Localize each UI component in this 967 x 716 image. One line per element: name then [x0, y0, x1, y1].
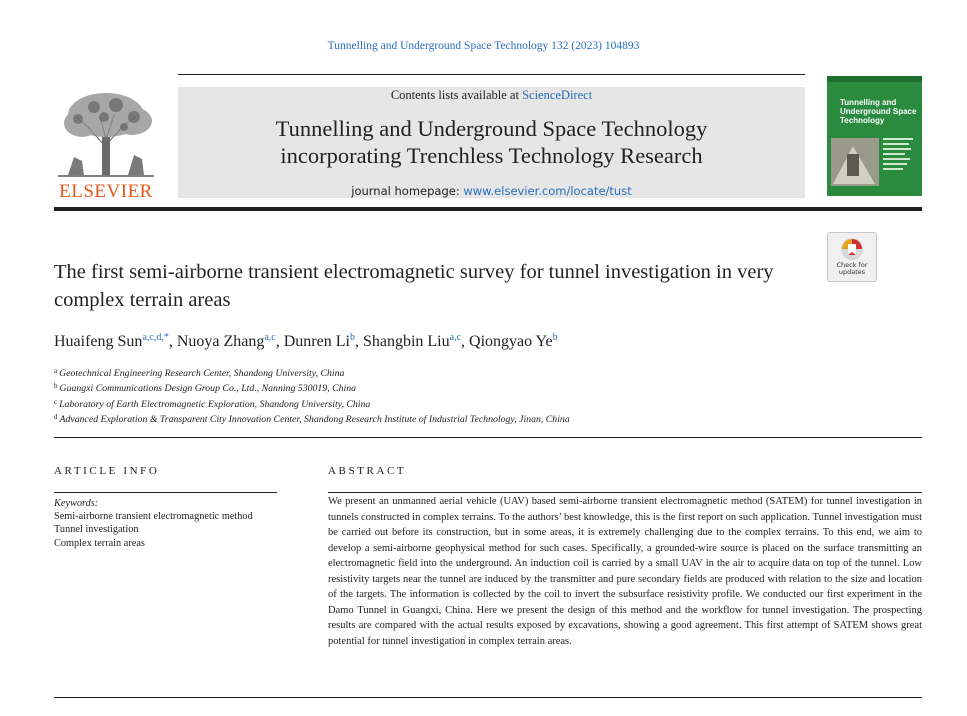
author-name[interactable]: Huaifeng Sun — [54, 333, 143, 350]
affiliation-item — [54, 411, 914, 426]
contents-prefix: Contents lists available at — [390, 88, 523, 102]
author-affiliation-marker[interactable]: b — [349, 332, 355, 343]
article-title: The first semi-airborne transient electromagnetic survey for tunnel investigation in very complex terrain areas — [54, 261, 774, 311]
abstract-heading: ABSTRACT — [328, 465, 407, 477]
journal-reference[interactable]: Tunnelling and Underground Space Technology 132 (2023) 104893 — [327, 40, 640, 52]
journal-title-line1: Tunnelling and Underground Space Technology — [275, 116, 708, 141]
author-list — [54, 332, 558, 351]
author-name[interactable]: Shangbin Liu — [362, 333, 450, 350]
keywords-block — [54, 497, 276, 550]
affiliation-item — [54, 396, 914, 411]
affiliation-list — [54, 365, 914, 426]
cover-title: Tunnelling and Underground Space Technology — [840, 98, 917, 125]
affiliation-key: a — [54, 367, 58, 375]
affiliation-key: b — [54, 382, 58, 391]
affiliation-key: d — [54, 412, 58, 421]
author-name[interactable]: Qiongyao Ye — [469, 333, 553, 350]
affiliation-text: Advanced Exploration & Transparent City Innovation Center, Shandong Research Institute of Industrial Technology, Jinan, China — [59, 413, 570, 425]
author-separator: , — [275, 333, 284, 350]
journal-cover-art — [827, 76, 922, 196]
article-info-heading: ARTICLE INFO — [54, 465, 160, 477]
author-name[interactable]: Nuoya Zhang — [176, 333, 265, 350]
check-label-line1: Check for — [836, 261, 868, 269]
keyword-item[interactable]: Semi-airborne transient electromagnetic method — [54, 511, 253, 523]
elsevier-tree-icon — [54, 87, 158, 179]
author-separator: , — [461, 333, 470, 350]
check-for-updates-label — [828, 262, 876, 276]
elsevier-logo[interactable] — [54, 87, 158, 202]
author-name[interactable]: Dunren Li — [283, 333, 350, 350]
check-label-line2: updates — [838, 268, 866, 276]
journal-cover-image[interactable] — [827, 76, 922, 196]
sciencedirect-link[interactable]: ScienceDirect — [522, 88, 593, 102]
affiliation-text: Laboratory of Earth Electromagnetic Exploration, Shandong University, China — [59, 398, 371, 410]
front-matter-rule — [54, 437, 922, 438]
author-affiliation-marker[interactable]: a,c — [264, 332, 276, 343]
homepage-line — [178, 184, 805, 198]
homepage-prefix: journal homepage: — [351, 184, 464, 198]
publisher-logo-text: ELSEVIER — [59, 181, 153, 202]
keyword-item[interactable]: Complex terrain areas — [54, 537, 145, 549]
header-bottom-rule — [54, 207, 922, 211]
journal-title-line2: incorporating Trenchless Technology Research — [280, 143, 703, 168]
abstract-bottom-rule — [54, 697, 922, 698]
affiliation-item — [54, 365, 914, 380]
keywords-label: Keywords: — [54, 498, 99, 509]
author-separator: , — [354, 333, 363, 350]
abstract-text: We present an unmanned aerial vehicle (UAV) based semi-airborne transient electromagnetic method (SATEM) for tunnel investigation in tunnels constructed in complex terrains. To the authors’ best knowledge, this is the first report on such application. Tunnel investigation must be carried out before its construction, but in some areas, it is extremely challenging due to the complex terrains. To this end, we aim to develop a semi-airborne geophysical method for such cases. Specifically, a grounded-wire source is placed on the surface transmitting an electromagnetic field into the underground. An induction coil is carried by a small UAV in the air to acquire data on top of the tunnel. Low resistivity targets near the tunnel are induced by the transmitter and pure secondary fields are produced with relation to the size and location of the targets. The information is collected by the coil to invert the subsurface resistivity profile. We conducted our first experiment in the Damo Tunnel in Guangxi, China. Here we present the design of this method and the workflow for tunnel investigation. The prospecting results are compared with the actual results exposed by excavations, showing a good agreement. This first attempt of SATEM shows great potential for tunnel investigation in complex terrain areas. — [328, 496, 922, 647]
journal-title[interactable] — [178, 115, 805, 169]
article-info-rule — [54, 492, 277, 493]
author-affiliation-marker[interactable]: a,c,d,* — [142, 332, 169, 343]
journal-homepage-link[interactable]: www.elsevier.com/locate/tust — [463, 184, 632, 198]
header-top-rule — [178, 74, 805, 75]
abstract-rule — [328, 492, 922, 493]
affiliation-text: Guangxi Communications Design Group Co., Ltd., Nanning 530019, China — [59, 383, 357, 395]
contents-line — [178, 88, 805, 103]
affiliation-key: c — [54, 397, 58, 406]
check-for-updates-button[interactable] — [827, 232, 877, 282]
journal-banner — [178, 87, 805, 198]
author-separator: , — [168, 333, 177, 350]
keyword-item[interactable]: Tunnel investigation — [54, 524, 139, 536]
affiliation-item — [54, 380, 914, 395]
author-affiliation-marker[interactable]: b — [552, 332, 558, 343]
affiliation-text: Geotechnical Engineering Research Center, Shandong University, China — [59, 368, 345, 379]
author-affiliation-marker[interactable]: a,c — [449, 332, 462, 343]
